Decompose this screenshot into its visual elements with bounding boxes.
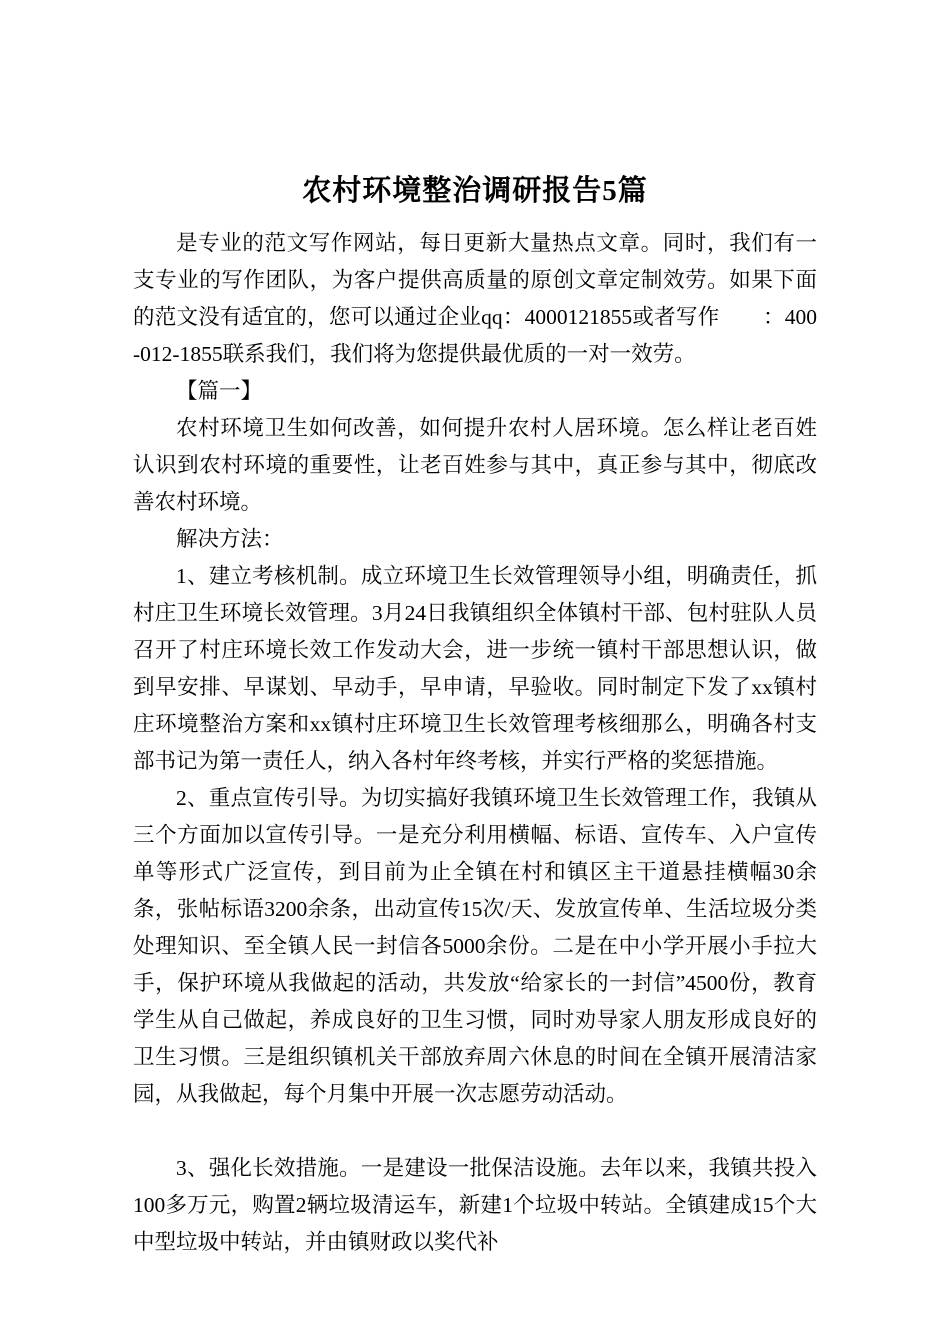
paragraph-overview: 农村环境卫生如何改善，如何提升农村人居环境。怎么样让老百姓认识到农村环境的重要性，让老百姓参与其中，真正参与其中，彻底改善农村环境。 xyxy=(133,416,817,514)
paragraph-item-2: 2、重点宣传引导。为切实搞好我镇环境卫生长效管理工作，我镇从三个方面加以宣传引导。一是充分利用横幅、标语、宣传车、入户宣传单等形式广泛宣传，到目前为止全镇在村和镇区主干道悬挂横幅30余条，张帖标语3200余条，出动宣传15次/天、发放宣传单、生活垃圾分类处理知识、至全镇人民一封信各5000余份。二是在中小学开展小手拉大手，保护环境从我做起的活动，共发放“给家长的一封信”4500份，教育学生从自己做起，养成良好的卫生习惯，同时劝导家人朋友形成良好的卫生习惯。三是组织镇机关干部放弃周六休息的时间在全镇开展清洁家园，从我做起，每个月集中开展一次志愿劳动活动。 xyxy=(133,786,817,1106)
paragraph-section-label: 【篇一】 xyxy=(176,379,263,403)
paragraph-item-3: 3、强化长效措施。一是建设一批保洁设施。去年以来，我镇共投入100多万元，购置2辆垃圾清运车，新建1个垃圾中转站。全镇建成15个大中型垃圾中转站，并由镇财政以奖代补 xyxy=(133,1156,817,1254)
paragraph-solutions-heading: 解决方法： xyxy=(176,527,284,551)
paragraph-item-1: 1、建立考核机制。成立环境卫生长效管理领导小组，明确责任，抓村庄卫生环境长效管理。3月24日我镇组织全体镇村干部、包村驻队人员召开了村庄环境长效工作发动大会，进一步统一镇村干部思想认识，做到早安排、早谋划、早动手，早申请，早验收。同时制定下发了xx镇村庄环境整治方案和xx镇村庄环境卫生长效管理考核细那么，明确各村支部书记为第一责任人，纳入各村年终考核，并实行严格的奖惩措施。 xyxy=(133,564,817,773)
paragraph-intro: 是专业的范文写作网站，每日更新大量热点文章。同时，我们有一支专业的写作团队，为客户提供高质量的原创文章定制效劳。如果下面的范文没有适宜的，您可以通过企业qq：4000121855或者写作 ：400-012-1855联系我们，我们将为您提供最优质的一对一效劳。 xyxy=(133,231,817,366)
document-title: 农村环境整治调研报告5篇 xyxy=(302,175,648,207)
